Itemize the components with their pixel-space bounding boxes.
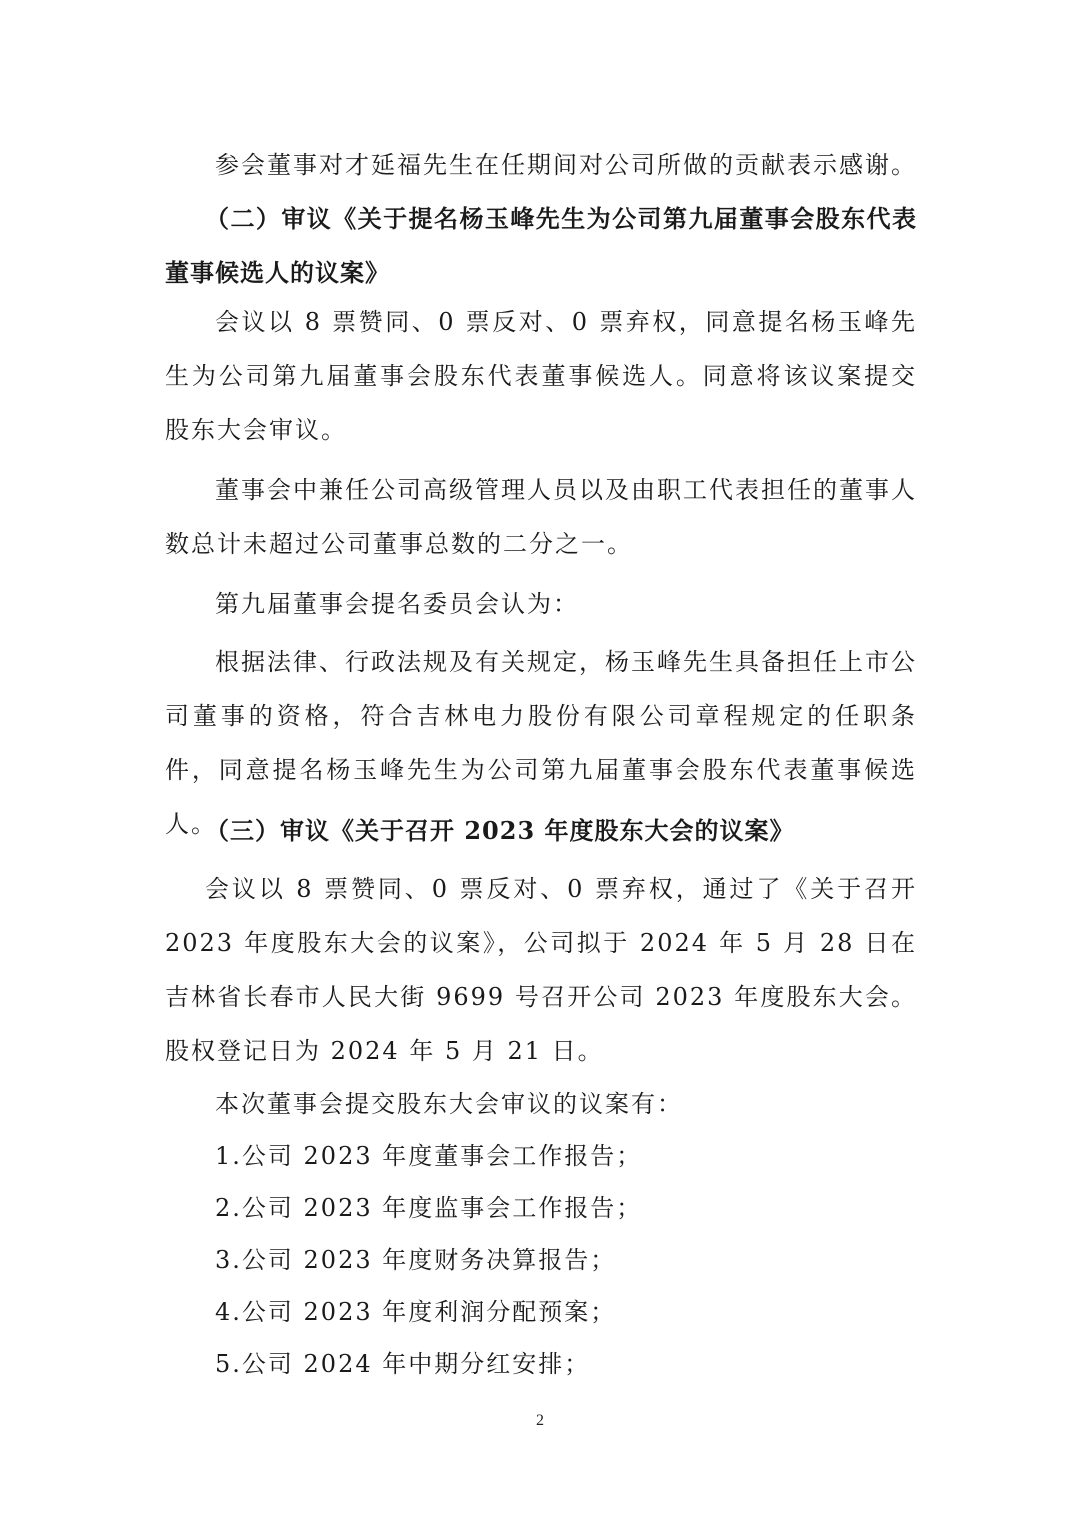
paragraph-board-composition: 董事会中兼任公司高级管理人员以及由职工代表担任的董事人数总计未超过公司董事总数的二分之一。	[165, 476, 917, 558]
paragraph-vote-3: 会议以 8 票赞同、0 票反对、0 票弃权，通过了《关于召开 2023 年度股东大会的议案》，公司拟于 2024 年 5 月 28 日在吉林省长春市人民大街 9699 号召开公司 2023 年度股东大会。股权登记日为 2024 年 5 月 21 日。	[165, 875, 917, 1065]
section-heading-3: （三）审议《关于召开 2023 年度股东大会的议案》	[205, 816, 795, 845]
paragraph-proposals-intro: 本次董事会提交股东大会审议的议案有：	[215, 1090, 683, 1118]
list-item-proposal-5: 5.公司 2024 年中期分红安排；	[215, 1350, 591, 1378]
paragraph-nomination-committee: 第九届董事会提名委员会认为：	[215, 590, 579, 618]
page-number: 2	[536, 1412, 544, 1429]
paragraph-vote-2: 会议以 8 票赞同、0 票反对、0 票弃权，同意提名杨玉峰先生为公司第九届董事会股东代表董事候选人。同意将该议案提交股东大会审议。	[165, 308, 917, 444]
paragraph-thanks: 参会董事对才延福先生在任期间对公司所做的贡献表示感谢。	[215, 151, 917, 179]
list-item-proposal-1: 1.公司 2023 年度董事会工作报告；	[215, 1142, 643, 1170]
section-heading-2: （二）审议《关于提名杨玉峰先生为公司第九届董事会股东代表董事候选人的议案》	[165, 204, 917, 287]
paragraph-committee-opinion: 根据法律、行政法规及有关规定，杨玉峰先生具备担任上市公司董事的资格，符合吉林电力股份有限公司章程规定的任职条件，同意提名杨玉峰先生为公司第九届董事会股东代表董事候选人。	[165, 648, 917, 838]
list-item-proposal-3: 3.公司 2023 年度财务决算报告；	[215, 1246, 617, 1274]
list-item-proposal-2: 2.公司 2023 年度监事会工作报告；	[215, 1194, 643, 1222]
list-item-proposal-4: 4.公司 2023 年度利润分配预案；	[215, 1298, 617, 1326]
